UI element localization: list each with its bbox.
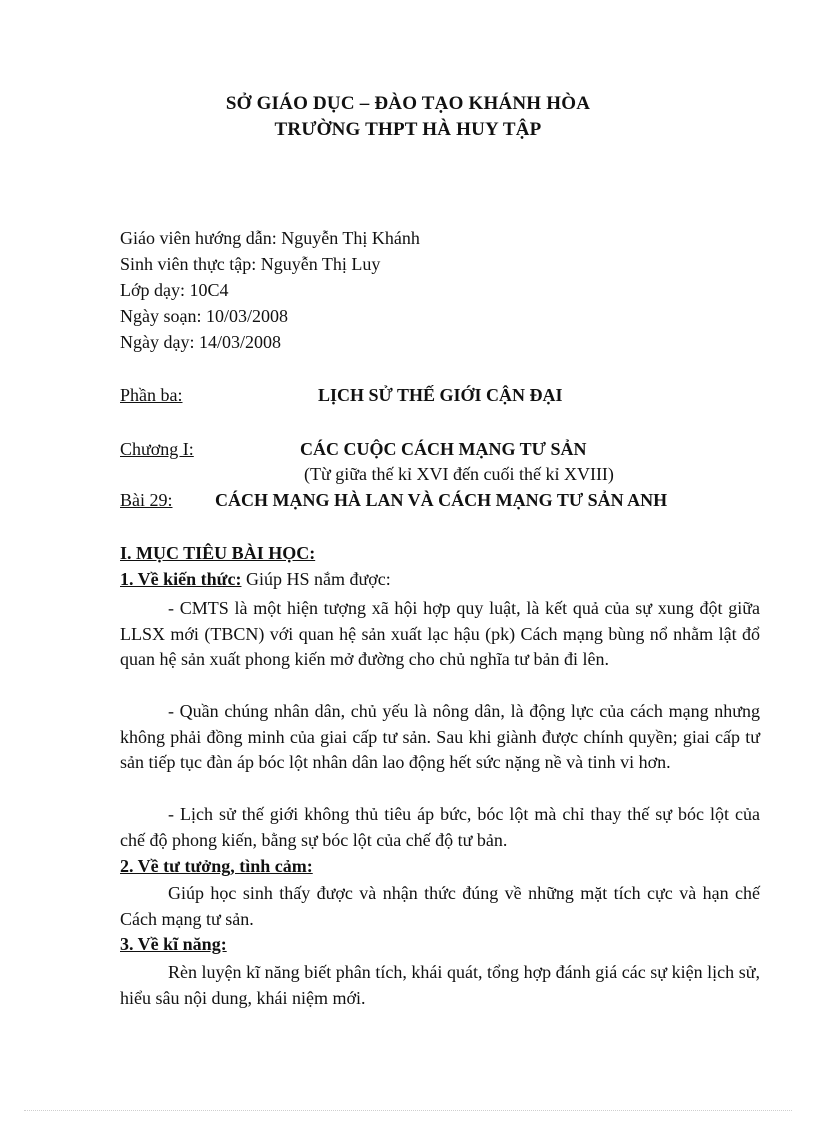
knowledge-paragraph-2-text: - Quần chúng nhân dân, chủ yếu là nông dân, là động lực của cách mạng nhưng không phải đồng minh của giai cấp tư sản. Sau khi giành được chính quyền; giai cấp tư sản tiếp tục đàn áp bóc lột nhân dân lao động hết sức nặng nề và tinh vi hơn. <box>120 701 760 773</box>
teach-date-label: Ngày dạy: <box>120 332 195 352</box>
knowledge-intro: Giúp HS nắm được: <box>241 569 391 589</box>
knowledge-heading: 1. Về kiến thức: <box>120 569 242 589</box>
chapter-subtitle-text: (Từ giữa thế kỉ XVI đến cuối thế kỉ XVIII) <box>304 464 614 484</box>
knowledge-paragraph-3-text: - Lịch sử thế giới không thủ tiêu áp bức, bóc lột mà chỉ thay thế sự bóc lột của chế độ phong kiến, bằng sự bóc lột của chế độ tư bản. <box>120 804 760 850</box>
page-bottom-divider <box>24 1110 792 1111</box>
knowledge-paragraph-2 <box>120 699 760 776</box>
lesson-label: Bài 29: <box>120 490 173 510</box>
teacher-line <box>120 228 420 249</box>
class-value: 10C4 <box>189 280 229 300</box>
chapter-label: Chương I: <box>120 439 194 459</box>
teacher-label: Giáo viên hướng dẫn: <box>120 228 277 248</box>
skills-paragraph-text: Rèn luyện kĩ năng biết phân tích, khái quát, tổng hợp đánh giá các sự kiện lịch sử, hiểu sâu nội dung, khái niệm mới. <box>120 962 760 1008</box>
class-label: Lớp dạy: <box>120 280 186 300</box>
school-heading: TRƯỜNG THPT HÀ HUY TẬP <box>274 119 542 140</box>
department-heading: SỞ GIÁO DỤC – ĐÀO TẠO KHÁNH HÒA <box>225 93 591 114</box>
teach-date-value: 14/03/2008 <box>198 332 281 352</box>
lesson-title: CÁCH MẠNG HÀ LAN VÀ CÁCH MẠNG TƯ SẢN ANH <box>215 490 668 510</box>
knowledge-heading-line <box>120 569 391 590</box>
student-value: Nguyễn Thị Luy <box>260 254 381 274</box>
attitude-heading: 2. Về tư tưởng, tình cảm: <box>120 856 313 876</box>
objectives-heading: I. MỤC TIÊU BÀI HỌC: <box>120 543 316 563</box>
skills-heading: 3. Về kĩ năng: <box>120 934 227 954</box>
student-line <box>120 254 380 275</box>
knowledge-paragraph-3 <box>120 802 760 853</box>
attitude-paragraph <box>120 881 760 932</box>
knowledge-paragraph-1 <box>120 596 760 673</box>
chapter-title: CÁC CUỘC CÁCH MẠNG TƯ SẢN <box>300 439 587 459</box>
teach-date-line <box>120 332 281 353</box>
knowledge-paragraph-1-text: - CMTS là một hiện tượng xã hội hợp quy luật, là kết quả của sự xung đột giữa LLSX mới (TBCN) với quan hệ sản xuất lạc hậu (pk) Cách mạng bùng nổ nhằm lật đổ quan hệ sản xuất phong kiến mở đường cho chủ nghĩa tư bản đi lên. <box>120 598 760 670</box>
teacher-value: Nguyễn Thị Khánh <box>281 228 420 248</box>
part-title: LỊCH SỬ THẾ GIỚI CẬN ĐẠI <box>318 385 563 405</box>
prep-date-label: Ngày soạn: <box>120 306 202 326</box>
part-label: Phần ba: <box>120 385 183 405</box>
chapter-subtitle <box>304 464 614 485</box>
skills-paragraph <box>120 960 760 1011</box>
prep-date-line <box>120 306 288 327</box>
prep-date-value: 10/03/2008 <box>205 306 288 326</box>
class-line <box>120 280 229 301</box>
attitude-paragraph-text: Giúp học sinh thấy được và nhận thức đúng về những mặt tích cực và hạn chế Cách mạng tư sản. <box>120 883 760 929</box>
student-label: Sinh viên thực tập: <box>120 254 257 274</box>
